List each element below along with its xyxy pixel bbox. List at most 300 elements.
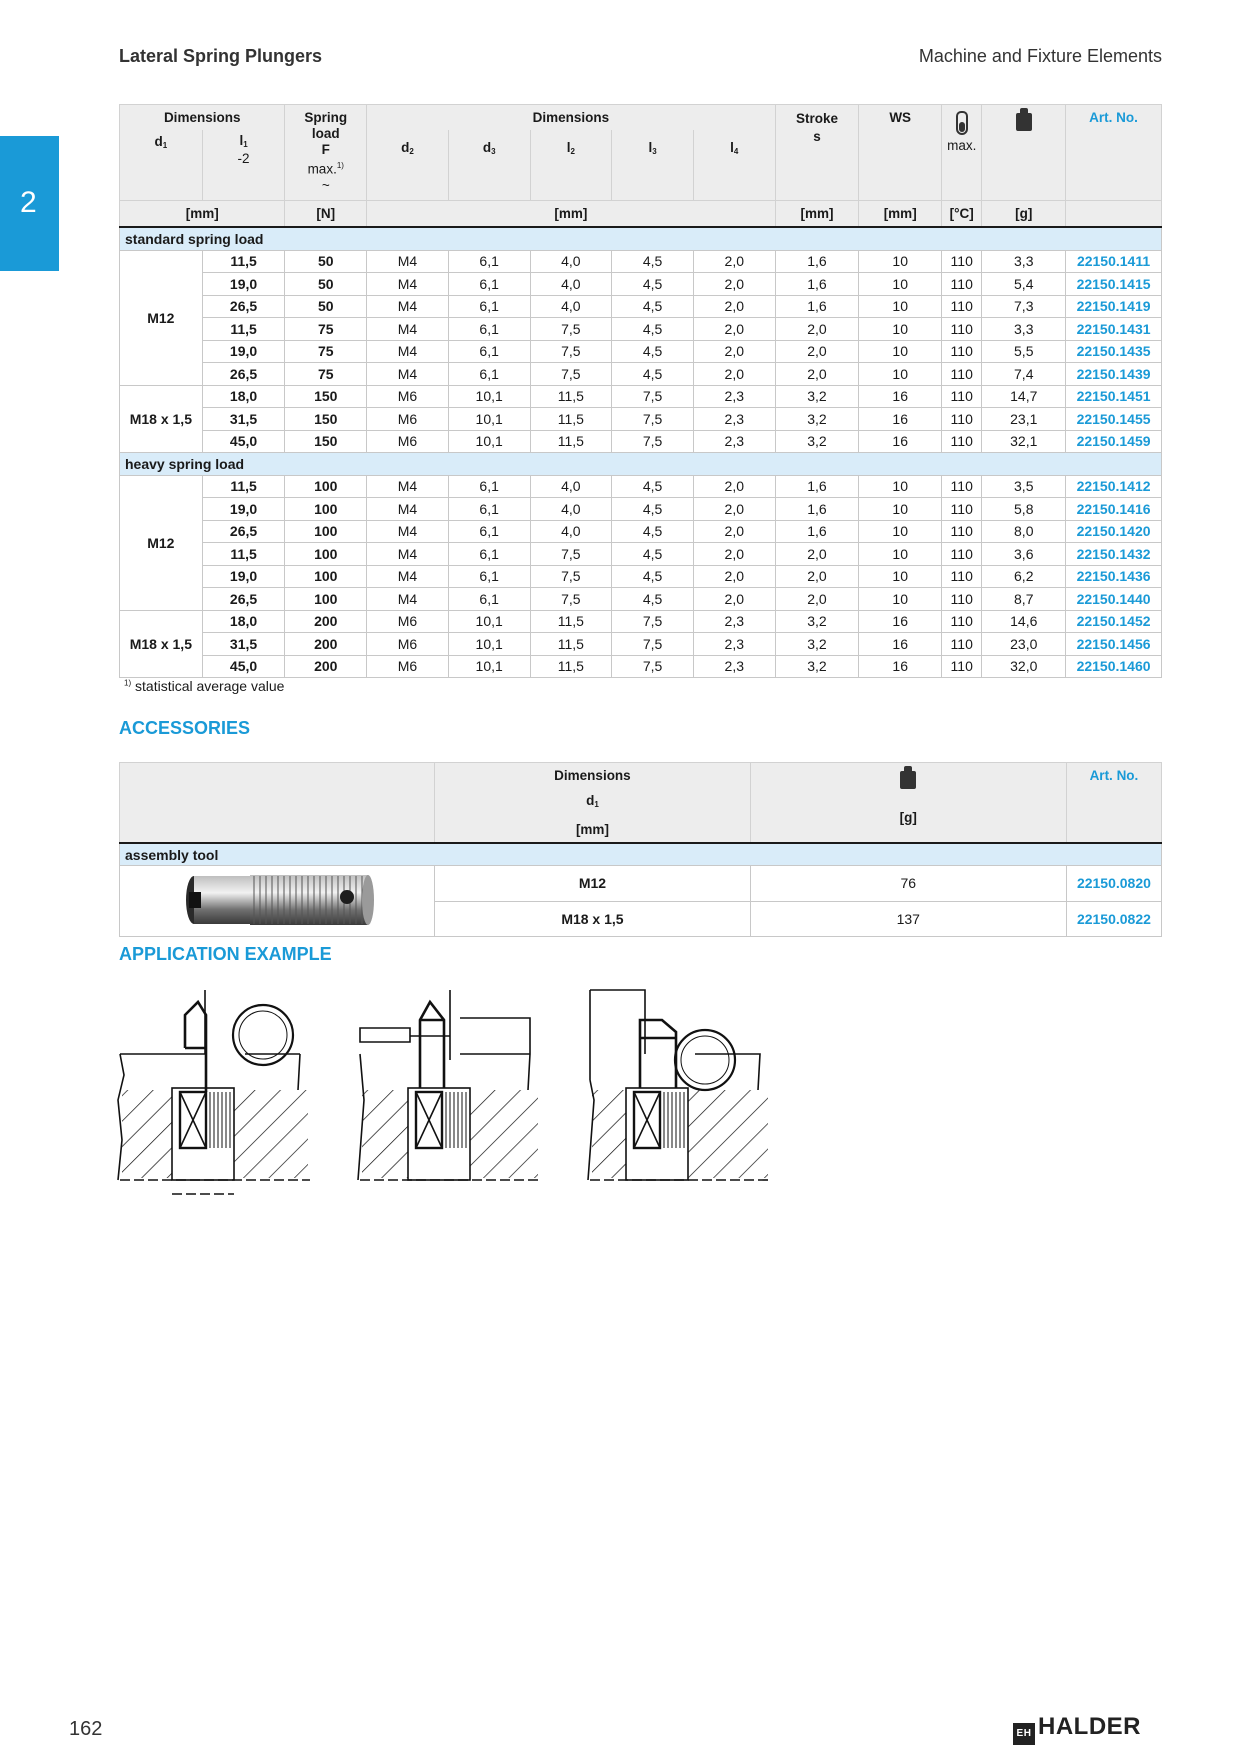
cell: 19,0 (202, 498, 285, 521)
cell: 2,0 (693, 543, 775, 566)
cell: 7,5 (530, 565, 612, 588)
cell: 7,5 (612, 408, 694, 431)
cell: 26,5 (202, 588, 285, 611)
art-no-link[interactable]: 22150.1431 (1066, 318, 1162, 341)
cell: 11,5 (530, 430, 612, 453)
cell: 10 (859, 565, 942, 588)
cell: 6,1 (448, 475, 530, 498)
cell: 4,0 (530, 250, 612, 273)
cell: M4 (367, 250, 449, 273)
header-dimensions-2: Dimensions (367, 105, 776, 130)
cell: M4 (367, 318, 449, 341)
cell: 75 (285, 363, 367, 386)
header-art-no: Art. No. (1066, 105, 1162, 201)
cell: 5,8 (982, 498, 1066, 521)
cell: 10 (859, 318, 942, 341)
cell: 50 (285, 295, 367, 318)
cell: 10 (859, 250, 942, 273)
cell: 2,3 (693, 385, 775, 408)
acc-header-dimensions: Dimensions $d_1$ [mm] (435, 763, 750, 844)
cell: M4 (367, 498, 449, 521)
cell: 8,7 (982, 588, 1066, 611)
cell: 10,1 (448, 633, 530, 656)
cell: 10 (859, 273, 942, 296)
cell: 6,2 (982, 565, 1066, 588)
application-drawing-2 (358, 990, 540, 1180)
acc-header-empty (120, 763, 435, 844)
table-row (120, 498, 1162, 521)
cell: M6 (367, 430, 449, 453)
table-row (120, 610, 1162, 633)
cell: 7,5 (612, 610, 694, 633)
cell: 100 (285, 520, 367, 543)
table-row (120, 340, 1162, 363)
d1-thread: M18 x 1,5 (120, 610, 203, 678)
cell: 110 (942, 610, 982, 633)
table-row (120, 430, 1162, 453)
halder-logo: EH HALDER (1013, 1713, 1141, 1745)
cell: 16 (859, 610, 942, 633)
cell: 1,6 (775, 498, 859, 521)
cell: 3,5 (982, 475, 1066, 498)
cell: 7,5 (530, 340, 612, 363)
header-l4: $l_4$ (693, 130, 775, 201)
cell: 6,1 (448, 273, 530, 296)
header-spring-load-label: Spring load (304, 110, 348, 141)
cell: 4,5 (612, 475, 694, 498)
application-example-drawings (110, 980, 830, 1210)
cell: 6,1 (448, 295, 530, 318)
cell: 3,2 (775, 610, 859, 633)
cell: 7,5 (612, 633, 694, 656)
cell: M4 (367, 543, 449, 566)
halder-logo-icon: EH (1013, 1723, 1035, 1745)
cell: 100 (285, 498, 367, 521)
header-l2: $l_2$ (530, 130, 612, 201)
cell: 6,1 (448, 588, 530, 611)
cell: 11,5 (530, 655, 612, 678)
header-l1: $l_1$ -2 (202, 130, 285, 201)
cell: 4,5 (612, 520, 694, 543)
cell: 23,1 (982, 408, 1066, 431)
cell: 2,0 (775, 340, 859, 363)
footnote-mark: 1) (336, 161, 344, 170)
cell: 10,1 (448, 430, 530, 453)
cell: 4,5 (612, 588, 694, 611)
cell: 2,0 (693, 475, 775, 498)
cell: 6,1 (448, 318, 530, 341)
cell: 3,3 (982, 250, 1066, 273)
cell: 4,0 (530, 295, 612, 318)
art-no-link[interactable]: 22150.1452 (1066, 610, 1162, 633)
cell: 7,5 (612, 385, 694, 408)
cell: 2,0 (775, 565, 859, 588)
cell: 4,5 (612, 363, 694, 386)
header-stroke-s: s (813, 129, 821, 144)
d1-thread: M12 (120, 250, 203, 385)
cell: 1,6 (775, 250, 859, 273)
cell: 110 (942, 655, 982, 678)
spring-plunger-table (119, 104, 1162, 678)
cell: 110 (942, 273, 982, 296)
cell: 2,3 (693, 655, 775, 678)
art-no-link[interactable]: 22150.1440 (1066, 588, 1162, 611)
cell: 18,0 (202, 610, 285, 633)
header-temperature (942, 105, 982, 201)
thermometer-icon (956, 111, 968, 135)
acc-d1: M18 x 1,5 (435, 901, 750, 937)
cell: M4 (367, 295, 449, 318)
cell: 7,5 (612, 430, 694, 453)
acc-weight: 137 (750, 901, 1066, 937)
cell: 23,0 (982, 633, 1066, 656)
unit-mm: [mm] (859, 201, 942, 228)
cell: 6,1 (448, 543, 530, 566)
cell: 2,0 (693, 520, 775, 543)
cell: 31,5 (202, 408, 285, 431)
cell: M6 (367, 633, 449, 656)
cell: 100 (285, 588, 367, 611)
cell: 16 (859, 655, 942, 678)
unit-celsius: [°C] (942, 201, 982, 228)
cell: 11,5 (202, 250, 285, 273)
acc-art-no-link[interactable]: 22150.0822 (1066, 901, 1161, 937)
cell: 10 (859, 588, 942, 611)
cell: 110 (942, 633, 982, 656)
cell: 10 (859, 498, 942, 521)
cell: 10 (859, 295, 942, 318)
d1-thread: M12 (120, 475, 203, 610)
acc-header-weight: [g] (750, 763, 1066, 844)
cell: 11,5 (202, 543, 285, 566)
cell: 2,0 (775, 363, 859, 386)
cell: 2,0 (775, 543, 859, 566)
header-spring-f: F (321, 142, 330, 157)
table-row (120, 543, 1162, 566)
art-no-link[interactable]: 22150.1436 (1066, 565, 1162, 588)
cell: 10 (859, 520, 942, 543)
header-spring-load (285, 105, 367, 201)
weight-icon (1016, 113, 1032, 131)
header-stroke (775, 105, 859, 201)
cell: 6,1 (448, 498, 530, 521)
catalog-section-title: Machine and Fixture Elements (918, 46, 1162, 66)
cell: 4,5 (612, 295, 694, 318)
cell: 2,0 (693, 588, 775, 611)
cell: 110 (942, 295, 982, 318)
cell: M4 (367, 520, 449, 543)
page-number: 162 (69, 1718, 103, 1740)
cell: 4,5 (612, 250, 694, 273)
table-row (120, 273, 1162, 296)
cell: 6,1 (448, 565, 530, 588)
header-weight (982, 105, 1066, 201)
cell: 2,0 (693, 250, 775, 273)
table-row (120, 520, 1162, 543)
cell: 110 (942, 520, 982, 543)
cell: 10 (859, 340, 942, 363)
cell: M4 (367, 565, 449, 588)
table-row (120, 318, 1162, 341)
art-no-link[interactable]: 22150.1419 (1066, 295, 1162, 318)
cell: 4,5 (612, 565, 694, 588)
cell: 19,0 (202, 565, 285, 588)
table-row (120, 475, 1162, 498)
application-drawing-3 (588, 990, 770, 1180)
cell: 110 (942, 565, 982, 588)
cell: 2,3 (693, 633, 775, 656)
table-row (120, 385, 1162, 408)
acc-d1: M12 (435, 866, 750, 902)
cell: 110 (942, 588, 982, 611)
accessories-table (119, 762, 1162, 937)
cell: 11,5 (530, 408, 612, 431)
cell: 3,2 (775, 655, 859, 678)
cell: 2,0 (775, 588, 859, 611)
cell: 2,0 (693, 340, 775, 363)
cell: 6,1 (448, 520, 530, 543)
cell: 11,5 (530, 385, 612, 408)
application-example-title: APPLICATION EXAMPLE (119, 944, 332, 964)
cell: 10,1 (448, 610, 530, 633)
cell: 32,1 (982, 430, 1066, 453)
cell: 2,0 (693, 318, 775, 341)
cell: 6,1 (448, 363, 530, 386)
table-row (120, 250, 1162, 273)
art-no-link[interactable]: 22150.1432 (1066, 543, 1162, 566)
cell: 3,3 (982, 318, 1066, 341)
cell: 5,4 (982, 273, 1066, 296)
cell: 110 (942, 250, 982, 273)
art-no-link[interactable]: 22150.1455 (1066, 408, 1162, 431)
cell: 4,5 (612, 543, 694, 566)
chapter-tab[interactable] (0, 136, 59, 271)
cell: 110 (942, 430, 982, 453)
header-ws: WS (859, 105, 942, 201)
cell: 31,5 (202, 633, 285, 656)
cell: 7,5 (612, 655, 694, 678)
header-dimensions: Dimensions (120, 105, 285, 130)
acc-header-art-no: Art. No. (1066, 763, 1161, 844)
cell: 1,6 (775, 273, 859, 296)
cell: 2,3 (693, 610, 775, 633)
art-no-link[interactable]: 22150.1420 (1066, 520, 1162, 543)
art-no-link[interactable]: 22150.1460 (1066, 655, 1162, 678)
acc-art-no-link[interactable]: 22150.0820 (1066, 866, 1161, 902)
cell: M6 (367, 655, 449, 678)
section-assembly-tool: assembly tool (120, 843, 1162, 866)
header-d1: $d_1$ (120, 130, 203, 201)
cell: M6 (367, 408, 449, 431)
unit-mm: [mm] (775, 201, 859, 228)
cell: 150 (285, 408, 367, 431)
cell: 200 (285, 633, 367, 656)
running-title: Lateral Spring Plungers (119, 46, 323, 66)
cell: 1,6 (775, 295, 859, 318)
cell: 110 (942, 363, 982, 386)
footnote: $^{1)}$ statistical average value (124, 678, 285, 694)
cell: 10,1 (448, 408, 530, 431)
cell: 26,5 (202, 295, 285, 318)
cell: 7,3 (982, 295, 1066, 318)
cell: 19,0 (202, 273, 285, 296)
cell: 2,0 (693, 565, 775, 588)
cell: 8,0 (982, 520, 1066, 543)
header-d2: $d_2$ (367, 130, 449, 201)
cell: 18,0 (202, 385, 285, 408)
cell: 2,0 (775, 318, 859, 341)
art-no-link[interactable]: 22150.1439 (1066, 363, 1162, 386)
cell: 16 (859, 385, 942, 408)
assembly-tool-image (120, 866, 435, 937)
art-no-link[interactable]: 22150.1451 (1066, 385, 1162, 408)
table-row (120, 565, 1162, 588)
cell: 11,5 (530, 633, 612, 656)
header-temp-max: max. (947, 138, 977, 153)
cell: 16 (859, 430, 942, 453)
cell: 50 (285, 250, 367, 273)
cell: 50 (285, 273, 367, 296)
header-l3: $l_3$ (612, 130, 694, 201)
table-row (120, 633, 1162, 656)
cell: 11,5 (530, 610, 612, 633)
cell: 1,6 (775, 475, 859, 498)
cell: 6,1 (448, 340, 530, 363)
header-stroke-label: Stroke (795, 111, 838, 126)
table-row (120, 655, 1162, 678)
section-header: standard spring load (120, 227, 1162, 250)
cell: 110 (942, 408, 982, 431)
d1-thread: M18 x 1,5 (120, 385, 203, 453)
cell: 110 (942, 475, 982, 498)
cell: 2,0 (693, 498, 775, 521)
cell: 11,5 (202, 475, 285, 498)
cell: 7,5 (530, 543, 612, 566)
cell: 4,0 (530, 273, 612, 296)
art-no-link[interactable]: 22150.1415 (1066, 273, 1162, 296)
unit-n: [N] (285, 201, 367, 228)
unit-g: [g] (982, 201, 1066, 228)
cell: 100 (285, 543, 367, 566)
section-header: heavy spring load (120, 453, 1162, 476)
art-no-link[interactable]: 22150.1459 (1066, 430, 1162, 453)
cell: 2,0 (693, 273, 775, 296)
cell: 7,5 (530, 363, 612, 386)
chapter-number: 2 (20, 186, 37, 219)
cell: M4 (367, 363, 449, 386)
cell: 3,2 (775, 430, 859, 453)
cell: M6 (367, 385, 449, 408)
unit-mm: [mm] (367, 201, 776, 228)
cell: M6 (367, 610, 449, 633)
cell: 11,5 (202, 318, 285, 341)
header-l1-tolerance: -2 (237, 150, 250, 166)
cell: 2,0 (693, 295, 775, 318)
cell: 3,2 (775, 633, 859, 656)
table-row (120, 295, 1162, 318)
cell: 7,4 (982, 363, 1066, 386)
art-no-link[interactable]: 22150.1411 (1066, 250, 1162, 273)
cell: 110 (942, 318, 982, 341)
cell: 19,0 (202, 340, 285, 363)
cell: 26,5 (202, 363, 285, 386)
cell: 200 (285, 610, 367, 633)
unit-mm: [mm] (120, 201, 285, 228)
art-no-link[interactable]: 22150.1435 (1066, 340, 1162, 363)
cell: 3,6 (982, 543, 1066, 566)
table-row (120, 363, 1162, 386)
cell: 26,5 (202, 520, 285, 543)
art-no-link[interactable]: 22150.1412 (1066, 475, 1162, 498)
cell: 150 (285, 430, 367, 453)
cell: M4 (367, 588, 449, 611)
cell: 1,6 (775, 520, 859, 543)
cell: 75 (285, 318, 367, 341)
cell: M4 (367, 273, 449, 296)
cell: 14,6 (982, 610, 1066, 633)
cell: 6,1 (448, 250, 530, 273)
cell: 3,2 (775, 385, 859, 408)
cell: 100 (285, 565, 367, 588)
cell: M4 (367, 475, 449, 498)
cell: 4,5 (612, 318, 694, 341)
cell: 45,0 (202, 430, 285, 453)
cell: 14,7 (982, 385, 1066, 408)
cell: 10 (859, 363, 942, 386)
cell: 4,5 (612, 498, 694, 521)
cell: 110 (942, 340, 982, 363)
cell: 7,5 (530, 588, 612, 611)
assembly-tool-illustration (162, 870, 392, 930)
cell: 10 (859, 543, 942, 566)
weight-icon (900, 771, 916, 789)
cell: 4,5 (612, 340, 694, 363)
unit-empty (1066, 201, 1162, 228)
art-no-link[interactable]: 22150.1456 (1066, 633, 1162, 656)
application-drawing-1 (118, 990, 310, 1194)
cell: 110 (942, 498, 982, 521)
cell: 110 (942, 385, 982, 408)
cell: 100 (285, 475, 367, 498)
header-spring-max: max. (307, 161, 337, 177)
header-d3: $d_3$ (448, 130, 530, 201)
cell: 3,2 (775, 408, 859, 431)
cell: 2,3 (693, 408, 775, 431)
cell: 32,0 (982, 655, 1066, 678)
cell: 4,0 (530, 520, 612, 543)
cell: 2,3 (693, 430, 775, 453)
cell: 16 (859, 408, 942, 431)
cell: 2,0 (693, 363, 775, 386)
cell: 200 (285, 655, 367, 678)
cell: 4,0 (530, 498, 612, 521)
cell: 45,0 (202, 655, 285, 678)
cell: 110 (942, 543, 982, 566)
cell: 4,5 (612, 273, 694, 296)
cell: M4 (367, 340, 449, 363)
cell: 7,5 (530, 318, 612, 341)
cell: 10 (859, 475, 942, 498)
table-row (120, 408, 1162, 431)
cell: 4,0 (530, 475, 612, 498)
cell: 10,1 (448, 385, 530, 408)
art-no-link[interactable]: 22150.1416 (1066, 498, 1162, 521)
table-row (120, 588, 1162, 611)
cell: 5,5 (982, 340, 1066, 363)
header-spring-tilde: ~ (321, 177, 330, 193)
cell: 150 (285, 385, 367, 408)
cell: 16 (859, 633, 942, 656)
